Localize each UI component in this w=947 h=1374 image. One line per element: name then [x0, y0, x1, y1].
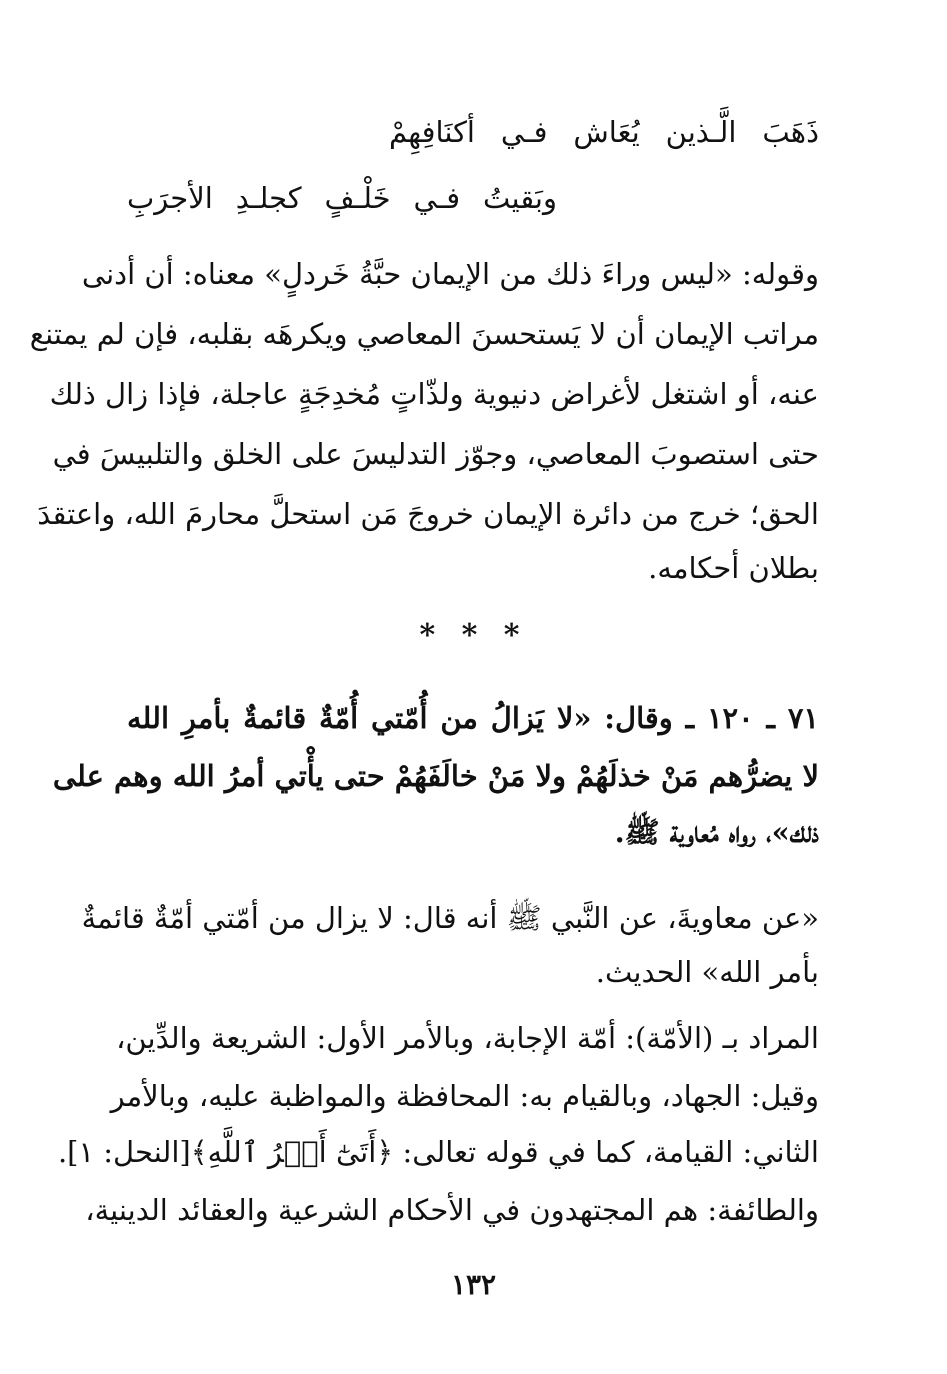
paragraph-line: المراد بـ (الأمّة): أمّة الإجابة، وبالأمر الأول: الشريعة والدِّين، [116, 1021, 819, 1055]
paragraph-line: وقيل: الجهاد، وبالقيام به: المحافظة والمواظبة عليه، وبالأمر [110, 1079, 819, 1113]
paragraph-line: بأمر الله» الحديث. [595, 955, 819, 989]
verse-line-1: ذَهَبَ الَّـذين يُعَاش فـي أكنَافِهِمْ [389, 115, 819, 149]
page-number: ١٣٢ [450, 1268, 497, 1301]
paragraph-line: والطائفة: هم المجتهدون في الأحكام الشرعية والعقائد الدينية، [85, 1193, 819, 1227]
hadith-line: ذلك»، رواه مُعاوية ﷺ. [614, 815, 819, 849]
paragraph-line: وقوله: «ليس وراءَ ذلك من الإيمان حبَّةُ خَردلٍ» معناه: أن أدنى [81, 257, 819, 291]
verse-line-2: وبَقيتُ فـي خَلْـفٍ كجلـدِ الأجرَبِ [127, 181, 557, 215]
paragraph-line: حتى استصوبَ المعاصي، وجوّز التدليسَ على الخلق والتلبيسَ في [52, 437, 819, 471]
hadith-line: لا يضرُّهم مَنْ خذلَهُمْ ولا مَنْ خالَفَهُمْ حتى يأْتي أمرُ الله وهم على [52, 759, 819, 793]
paragraph-line: الحق؛ خرج من دائرة الإيمان خروجَ مَن استحلَّ محارمَ الله، واعتقدَ [37, 497, 819, 531]
hadith-line: ٧١ ـ ١٢٠ ـ وقال: «لا يَزالُ من أُمّتي أُمّةٌ قائمةٌ بأمرِ الله [127, 701, 819, 735]
section-separator: * * * [419, 618, 528, 653]
paragraph-line: بطلان أحكامه. [648, 551, 819, 585]
paragraph-line: عنه، أو اشتغل لأغراض دنيوية ولذّاتٍ مُخدِجَةٍ عاجلة، فإذا زال ذلك [49, 377, 819, 411]
paragraph-line: «عن معاويةَ، عن النَّبي ﷺ أنه قال: لا يزال من أمّتي أمّةٌ قائمةٌ [81, 901, 819, 935]
paragraph-line: مراتب الإيمان أن لا يَستحسنَ المعاصي ويكرهَه بقلبه، فإن لم يمتنع [29, 317, 819, 351]
paragraph-line: الثاني: القيامة، كما في قوله تعالى: ﴿أَتَىٰٓ أَمۡرُ ٱللَّهِ﴾[النحل: ١]. [57, 1135, 819, 1169]
